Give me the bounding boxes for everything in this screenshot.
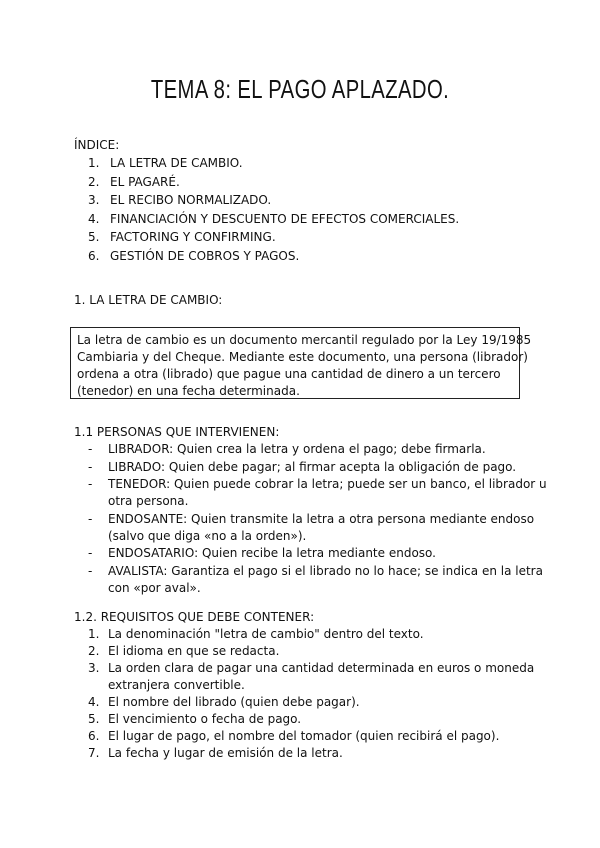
list-item: 6. GESTIÓN DE COBROS Y PAGOS.: [88, 248, 300, 263]
list-item: 1. La denominación "letra de cambio" dentro del texto.: [88, 627, 424, 641]
list-item: 4. FINANCIACIÓN Y DESCUENTO DE EFECTOS COMERCIALES.: [88, 211, 460, 226]
index-list: [88, 154, 459, 265]
list-item: 6. El lugar de pago, el nombre del tomador (quien recibirá el pago).: [88, 729, 500, 743]
list-item: 5. FACTORING Y CONFIRMING.: [88, 230, 276, 244]
definition-line: (tenedor) en una fecha determinada.: [77, 384, 300, 398]
list-item: 5. El vencimiento o fecha de pago.: [88, 712, 302, 726]
definition-box: [70, 327, 532, 399]
list-item: - LIBRADOR: Quien crea la letra y ordena el pago; debe firmarla.: [88, 442, 486, 456]
requirements-list: [88, 626, 534, 762]
list-item: 4. El nombre del librado (quien debe pagar).: [88, 695, 360, 709]
section-heading: 1. LA LETRA DE CAMBIO:: [74, 293, 223, 307]
persons-list: [88, 441, 547, 597]
section-heading: 1.2. REQUISITOS QUE DEBE CONTENER:: [74, 610, 315, 624]
list-item: 3. EL RECIBO NORMALIZADO.: [88, 193, 272, 207]
index-heading: ÍNDICE:: [74, 138, 120, 152]
list-item: 3. La orden clara de pagar una cantidad determinada en euros o moneda extranjera convertible.: [88, 661, 535, 692]
list-item: - AVALISTA: Garantiza el pago si el librado no lo hace; se indica en la letra con «por aval».: [88, 563, 543, 595]
section-heading: 1.1 PERSONAS QUE INTERVIENEN:: [74, 425, 280, 439]
page-title: TEMA 8: EL PAGO APLAZADO.: [150, 74, 450, 104]
definition-line: ordena a otra (librado) que pague una cantidad de dinero a un tercero: [77, 367, 501, 381]
list-item: 2. EL PAGARÉ.: [88, 174, 180, 189]
list-item: - LIBRADO: Quien debe pagar; al firmar acepta la obligación de pago.: [88, 459, 517, 474]
list-item: - ENDOSATARIO: Quien recibe la letra mediante endoso.: [88, 546, 436, 560]
list-item: 2. El idioma en que se redacta.: [88, 644, 280, 658]
definition-line: La letra de cambio es un documento mercantil regulado por la Ley 19/1985: [77, 333, 532, 347]
list-item: - ENDOSANTE: Quien transmite la letra a otra persona mediante endoso (salvo que diga «no a la orden»).: [88, 511, 535, 543]
list-item: 7. La fecha y lugar de emisión de la letra.: [88, 746, 343, 760]
list-item: 1. LA LETRA DE CAMBIO.: [88, 156, 243, 170]
definition-line: Cambiaria y del Cheque. Mediante este documento, una persona (librador): [77, 350, 528, 364]
list-item: - TENEDOR: Quien puede cobrar la letra; puede ser un banco, el librador u otra persona.: [88, 477, 547, 508]
